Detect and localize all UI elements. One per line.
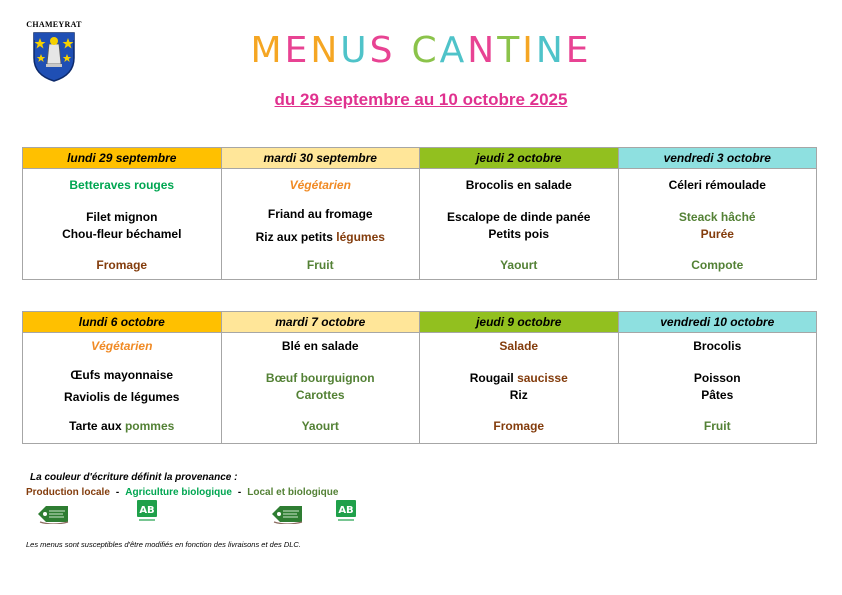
ab-bio-label-icon (136, 499, 158, 523)
day-menu-cell (221, 169, 420, 280)
table-row (23, 333, 817, 444)
table-header-row (23, 312, 817, 333)
title-letter: C (411, 30, 440, 71)
menu-main-local-text: saucisse (517, 371, 568, 385)
menu-entree: Végétarien (289, 178, 351, 192)
menu-side: Pâtes (701, 388, 734, 402)
menu-dessert (23, 419, 221, 433)
date-range-subtitle: du 29 septembre au 10 octobre 2025 (274, 90, 568, 109)
day-header: jeudi 2 octobre (420, 148, 619, 169)
day-menu-cell (420, 333, 619, 444)
menu-dessert: Fruit (306, 258, 334, 272)
day-header: mardi 30 septembre (221, 148, 420, 169)
menu-main: Filet mignon (86, 210, 158, 224)
menu-entree: Betteraves rouges (69, 178, 175, 192)
footnote: Les menus sont susceptibles d'être modifiés en fonction des livraisons et des DLC. (26, 540, 301, 549)
menu-dessert: Compote (691, 258, 744, 272)
menu-main: Steack hâché (678, 210, 756, 224)
table-row (23, 169, 817, 280)
menu-side: Purée (700, 227, 734, 241)
menu-main (420, 371, 618, 385)
menu-dessert-local-bio-text: pommes (124, 419, 175, 433)
menu-main-text: Rougail (469, 371, 518, 385)
title-letter: N (310, 30, 341, 71)
page-title (0, 30, 842, 71)
day-menu-cell (618, 333, 817, 444)
day-menu-cell (23, 333, 222, 444)
menu-table-week-1 (22, 147, 817, 280)
menu-main: Friand au fromage (267, 207, 373, 221)
day-header: lundi 6 octobre (23, 312, 222, 333)
legend-local: Production locale (26, 487, 110, 498)
menu-table-week-2 (22, 311, 817, 444)
menu-main: Escalope de dinde panée (447, 210, 591, 224)
menu-side-local-text: légumes (336, 230, 385, 244)
menu-side (222, 230, 420, 244)
day-menu-cell (420, 169, 619, 280)
table-header-row (23, 148, 817, 169)
menu-dessert-text: Tarte aux (69, 419, 125, 433)
menu-entree: Salade (499, 339, 539, 353)
production-locale-label-icon (36, 500, 70, 524)
menu-side-text: Riz aux petits (255, 230, 337, 244)
title-letter: I (522, 30, 536, 71)
menu-side: Riz (509, 388, 528, 402)
day-header: jeudi 9 octobre (420, 312, 619, 333)
day-header: mardi 7 octobre (221, 312, 420, 333)
legend-bio: Agriculture biologique (125, 487, 232, 498)
title-letter: E (284, 30, 311, 71)
menu-dessert: Fromage (96, 258, 148, 272)
menu-entree: Brocolis (693, 339, 742, 353)
menu-entree: Blé en salade (281, 339, 359, 353)
title-letter: T (497, 30, 523, 71)
menu-dessert: Yaourt (301, 419, 339, 433)
day-menu-cell (23, 169, 222, 280)
title-letter: A (439, 30, 468, 71)
day-menu-cell (618, 169, 817, 280)
legend-title: La couleur d'écriture définit la provenance : (30, 472, 238, 483)
menu-main: Poisson (693, 371, 741, 385)
menu-entree: Végétarien (91, 339, 153, 353)
title-letter: M (250, 30, 285, 71)
legend-separator: - (237, 487, 242, 498)
title-letter: E (565, 30, 592, 71)
legend-row (26, 487, 338, 498)
ab-logo-text: AB (338, 505, 354, 516)
day-header: vendredi 3 octobre (618, 148, 817, 169)
menu-side: Chou-fleur béchamel (62, 227, 182, 241)
title-letter: N (535, 30, 566, 71)
menu-dessert: Fruit (703, 419, 731, 433)
menu-side: Carottes (295, 388, 345, 402)
menu-dessert: Fromage (493, 419, 545, 433)
provenance-legend (26, 472, 338, 498)
ab-bio-label-icon (335, 499, 357, 523)
ab-logo-text: AB (139, 505, 155, 516)
title-letter: N (467, 30, 498, 71)
menu-entree: Brocolis en salade (465, 178, 572, 192)
legend-local-bio: Local et biologique (247, 487, 339, 498)
day-menu-cell (221, 333, 420, 444)
town-name: CHAMEYRAT (26, 20, 82, 29)
menu-main: Œufs mayonnaise (70, 368, 174, 382)
production-locale-label-icon (270, 500, 304, 524)
legend-separator: - (115, 487, 120, 498)
menu-side: Raviolis de légumes (64, 390, 180, 404)
menu-side: Petits pois (488, 227, 550, 241)
day-header: lundi 29 septembre (23, 148, 222, 169)
day-header: vendredi 10 octobre (618, 312, 817, 333)
title-letter: U (340, 30, 370, 71)
title-letter: S (369, 30, 396, 71)
menu-entree: Céleri rémoulade (668, 178, 766, 192)
menu-main: Bœuf bourguignon (265, 371, 375, 385)
menu-dessert: Yaourt (500, 258, 538, 272)
